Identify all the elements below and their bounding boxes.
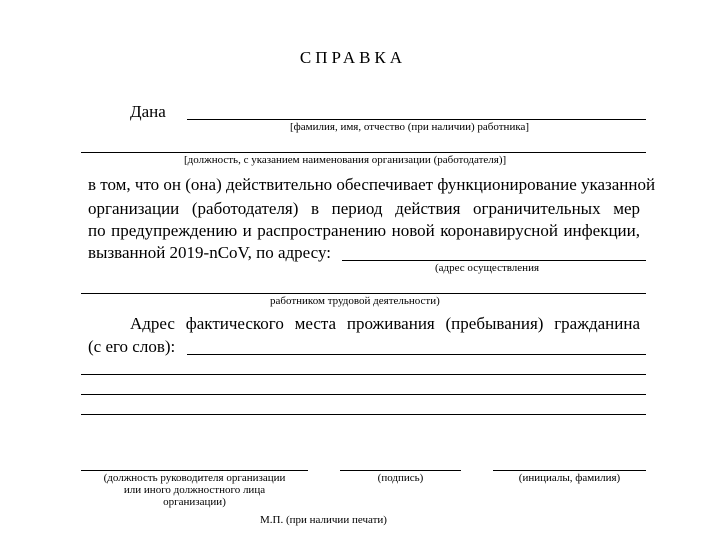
head-position-caption-3: организации) — [163, 496, 226, 508]
paragraph-line-1: в том, что он (она) действительно обеспечивает функционирование указанной — [88, 175, 656, 194]
paragraph-line-3: по предупреждению и распространению новой коронавирусной инфекции, — [88, 221, 640, 240]
residence-line[interactable] — [187, 354, 646, 355]
head-position-caption-2: или иного должностного лица — [123, 484, 266, 496]
head-position-caption-1: (должность руководителя организации — [103, 472, 286, 484]
initials-caption: (инициалы, фамилия) — [518, 472, 621, 484]
issued-label: Дана — [130, 102, 166, 121]
address-caption-1: (адрес осуществления — [435, 262, 540, 274]
fio-line[interactable] — [187, 119, 646, 120]
signature-caption: (подпись) — [377, 472, 424, 484]
residence-extra-line-3[interactable] — [81, 414, 646, 415]
residence-line-2: (с его слов): — [88, 337, 176, 356]
address-caption-2: работником трудовой деятельности) — [270, 295, 440, 307]
head-position-line[interactable] — [81, 470, 308, 471]
address-line-1[interactable] — [342, 260, 646, 261]
residence-line-1: Адрес фактического места проживания (пребывания) гражданина — [130, 314, 640, 333]
paragraph-line-4: вызванной 2019-nCoV, по адресу: — [88, 243, 331, 262]
position-caption: [должность, с указанием наименования организации (работодателя)] — [184, 154, 507, 166]
fio-caption: [фамилия, имя, отчество (при наличии) работника] — [290, 121, 530, 133]
residence-extra-line-2[interactable] — [81, 394, 646, 395]
initials-line[interactable] — [493, 470, 646, 471]
residence-extra-line-1[interactable] — [81, 374, 646, 375]
address-line-2[interactable] — [81, 293, 646, 294]
document-title: СПРАВКА — [299, 48, 407, 67]
position-line[interactable] — [81, 152, 646, 153]
signature-line[interactable] — [340, 470, 461, 471]
stamp-caption: М.П. (при наличии печати) — [260, 514, 387, 526]
paragraph-line-2: организации (работодателя) в период действия ограничительных мер — [88, 199, 640, 218]
